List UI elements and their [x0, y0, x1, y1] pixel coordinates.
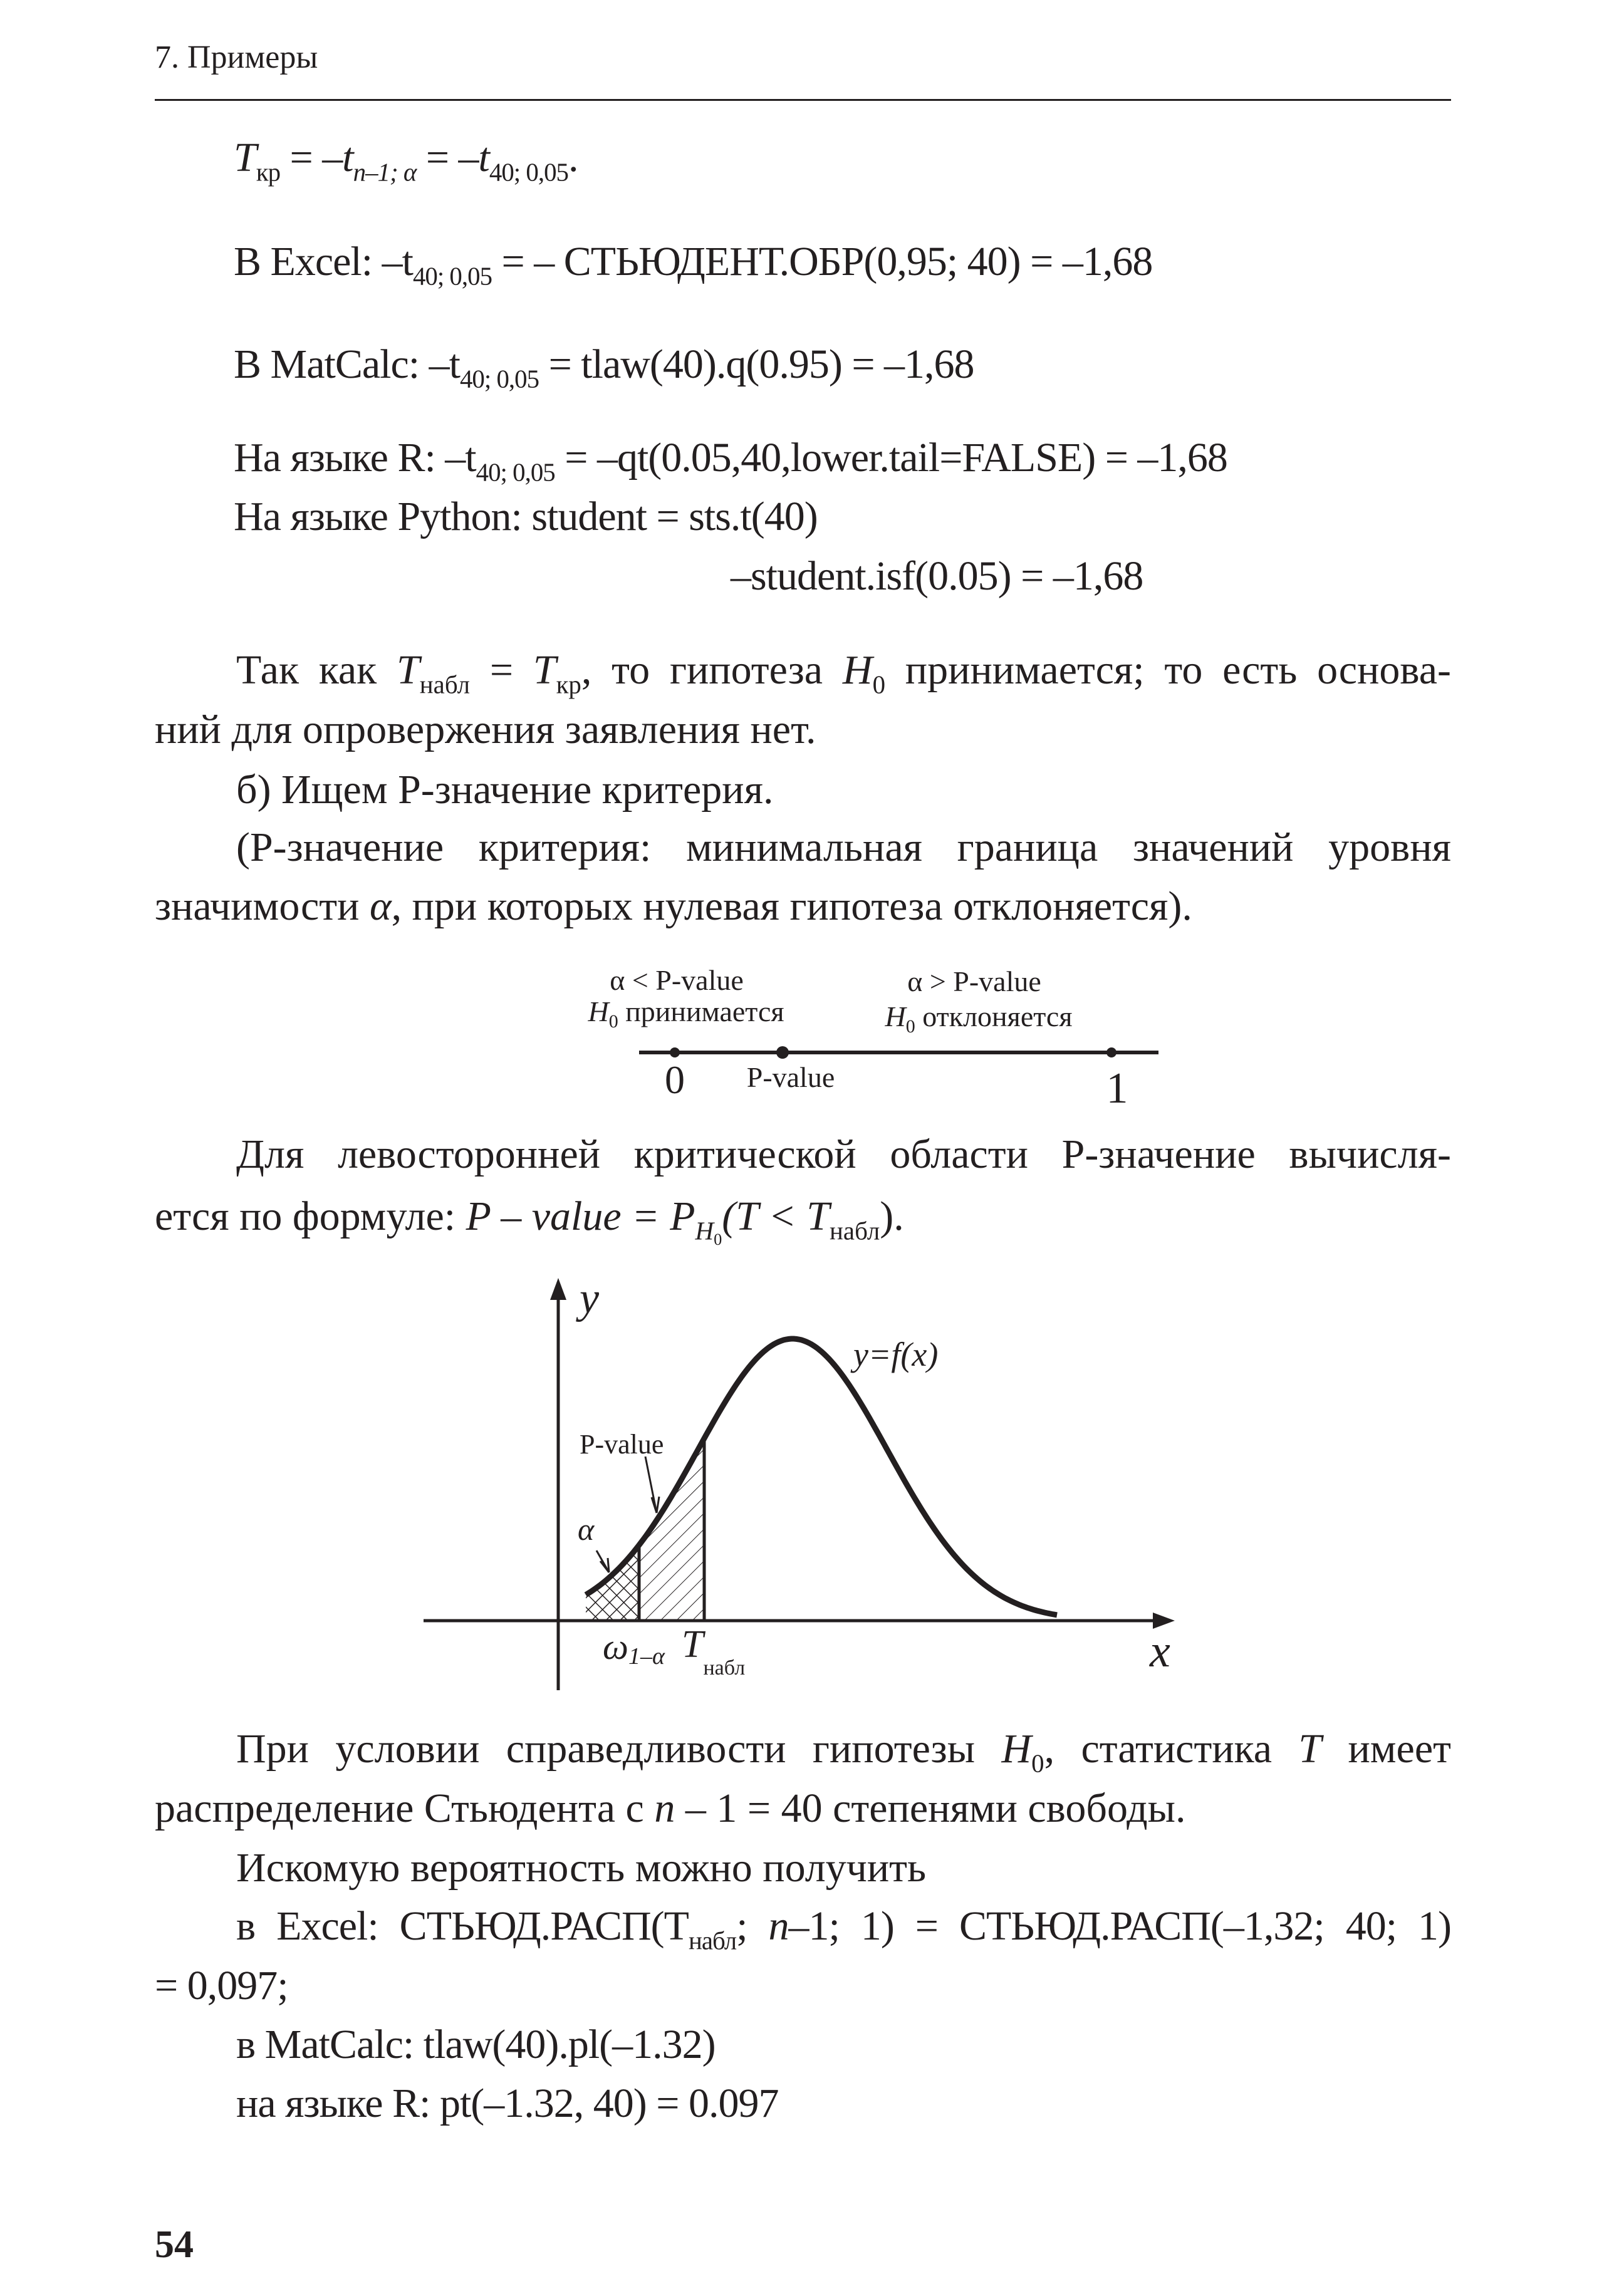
- python-line-2: –student.isf(0.05) = –1,68: [731, 553, 1143, 599]
- alpha: α: [369, 883, 392, 929]
- var-T: T: [1298, 1726, 1322, 1772]
- formula: = tlaw(40).q(0.95) = –1,68: [539, 341, 974, 387]
- para5-line1: [236, 1724, 1451, 1778]
- alpha-label: α: [578, 1512, 595, 1547]
- para6-excel-result: = 0,097;: [155, 1963, 288, 2008]
- text: распределение Стьюдента с: [155, 1785, 655, 1831]
- para6-r: на языке R: pt(–1.32, 40) = 0.097: [236, 2080, 779, 2126]
- pvalue-formula: P – value = P: [466, 1193, 695, 1239]
- text: принимается: [618, 995, 784, 1027]
- header-rule: [155, 99, 1451, 101]
- para1-line1: [236, 645, 1451, 699]
- prefix: В Excel: –t: [234, 239, 413, 284]
- var-t: t: [478, 135, 489, 180]
- text: , при которых нулевая гипотеза отклоняется).: [391, 883, 1192, 929]
- var-T: T: [397, 647, 420, 693]
- point-1: [1106, 1047, 1116, 1057]
- prefix: На языке R: –t: [234, 435, 476, 480]
- var-H: H: [885, 1000, 906, 1032]
- text: , то гипотеза: [581, 647, 843, 693]
- var-n: n: [654, 1785, 675, 1831]
- pvalue-number-line-diagram: [564, 940, 1222, 1128]
- point-pvalue: [776, 1046, 789, 1059]
- sub: 0: [608, 1011, 618, 1032]
- var-H: H: [842, 647, 873, 693]
- para6-intro: Искомую вероятность можно получить: [236, 1845, 927, 1891]
- left-result: [587, 995, 784, 1032]
- matcalc-quantile-line: [234, 340, 974, 393]
- omega-label: [603, 1626, 665, 1670]
- para5-line2: [155, 1784, 1186, 1834]
- r-quantile-line: [234, 433, 1227, 487]
- text: При условии справедливости гипотезы: [236, 1726, 1002, 1772]
- formula: = –qt(0.05,40,lower.tail=FALSE) = –1,68: [554, 435, 1227, 480]
- text: принимается; то есть основа-: [885, 647, 1451, 693]
- var-t: t: [342, 135, 353, 180]
- sub: набл: [419, 670, 471, 699]
- y-label: y: [580, 1274, 600, 1322]
- para3-line2: [155, 881, 1192, 932]
- t-observed-label: [682, 1623, 745, 1680]
- y-axis-arrow-icon: [550, 1278, 566, 1300]
- sub: набл: [830, 1217, 880, 1245]
- text: =: [470, 647, 533, 693]
- text: в Excel: СТЬЮД.РАСП(Т: [236, 1903, 689, 1949]
- page-number: 54: [155, 2223, 194, 2266]
- var-T: T: [234, 135, 256, 180]
- var-n: n: [768, 1903, 789, 1949]
- text: ется по формуле:: [155, 1193, 466, 1239]
- sub: кр: [556, 670, 581, 699]
- text: – 1 = 40 степенями свободы.: [675, 1785, 1186, 1831]
- sub: 40; 0,05: [412, 262, 492, 291]
- text: значимости: [155, 883, 370, 929]
- eq: = –: [280, 135, 343, 180]
- para1-line2: ний для опровержения заявления нет.: [155, 707, 816, 752]
- running-header: 7. Примеры: [155, 39, 318, 75]
- para3-line1: (Р-значение критерия: минимальная граница значений уровня: [236, 824, 1451, 870]
- density-graph: [407, 1265, 1222, 1704]
- text: –1; 1) = СТЬЮД.РАСП(–1,32; 40; 1): [788, 1903, 1451, 1949]
- sub: набл: [703, 1656, 746, 1680]
- pvalue-pointer-arrow: [645, 1457, 657, 1513]
- tick-pvalue: P-value: [746, 1061, 835, 1093]
- text: , статистика: [1044, 1726, 1299, 1772]
- sub-0: 0: [714, 1229, 722, 1249]
- var-T: T: [533, 647, 556, 693]
- text: отклоняется: [915, 1000, 1073, 1032]
- sub: n–1; α: [353, 158, 417, 187]
- point-0: [670, 1047, 680, 1057]
- sub: 40; 0,05: [489, 158, 568, 187]
- sub: 40; 0,05: [459, 365, 539, 393]
- sub: 0: [1031, 1749, 1044, 1778]
- formula: (T < T: [722, 1193, 830, 1239]
- python-line-1: На языке Python: student = sts.t(40): [234, 494, 818, 539]
- var-H: H: [1001, 1726, 1032, 1772]
- sub: 40; 0,05: [476, 458, 555, 487]
- tick-1: 1: [1106, 1064, 1128, 1113]
- curve-label: y=f(x): [853, 1336, 939, 1373]
- sub: 1–α: [628, 1643, 665, 1670]
- formula: = – СТЬЮДЕНТ.ОБР(0,95; 40) = –1,68: [492, 239, 1153, 284]
- period: .: [568, 135, 578, 180]
- sub-H: H: [695, 1217, 714, 1245]
- text: ).: [880, 1193, 904, 1239]
- omega: ω: [603, 1626, 628, 1667]
- sub: набл: [688, 1926, 737, 1955]
- para2: б) Ищем Р-значение критерия.: [236, 767, 774, 813]
- T: T: [682, 1623, 704, 1666]
- right-result: [885, 1000, 1073, 1037]
- prefix: В MatCalc: –t: [234, 341, 460, 387]
- sub: 0: [872, 670, 886, 699]
- text: ;: [736, 1903, 769, 1949]
- x-label: x: [1150, 1626, 1170, 1677]
- para6-excel: [236, 1901, 1451, 1955]
- para4-line1: Для левосторонней критической области Р-значение вычисля-: [236, 1131, 1451, 1177]
- para6-matcalc: в MatCalc: tlaw(40).pl(–1.32): [236, 2022, 716, 2067]
- var-H: H: [588, 995, 609, 1027]
- right-condition: α > P-value: [907, 965, 1041, 997]
- sub-kr: кр: [256, 158, 281, 187]
- para4-line2: [155, 1192, 904, 1249]
- excel-quantile-line: [234, 237, 1153, 291]
- formula-t-critical: [234, 133, 578, 187]
- eq: = –: [416, 135, 479, 180]
- tick-0: 0: [665, 1057, 685, 1102]
- sub: 0: [905, 1016, 915, 1037]
- pvalue-label: P-value: [580, 1429, 664, 1460]
- text: Так как: [236, 647, 397, 693]
- text: имеет: [1321, 1726, 1451, 1772]
- left-condition: α < P-value: [610, 964, 744, 996]
